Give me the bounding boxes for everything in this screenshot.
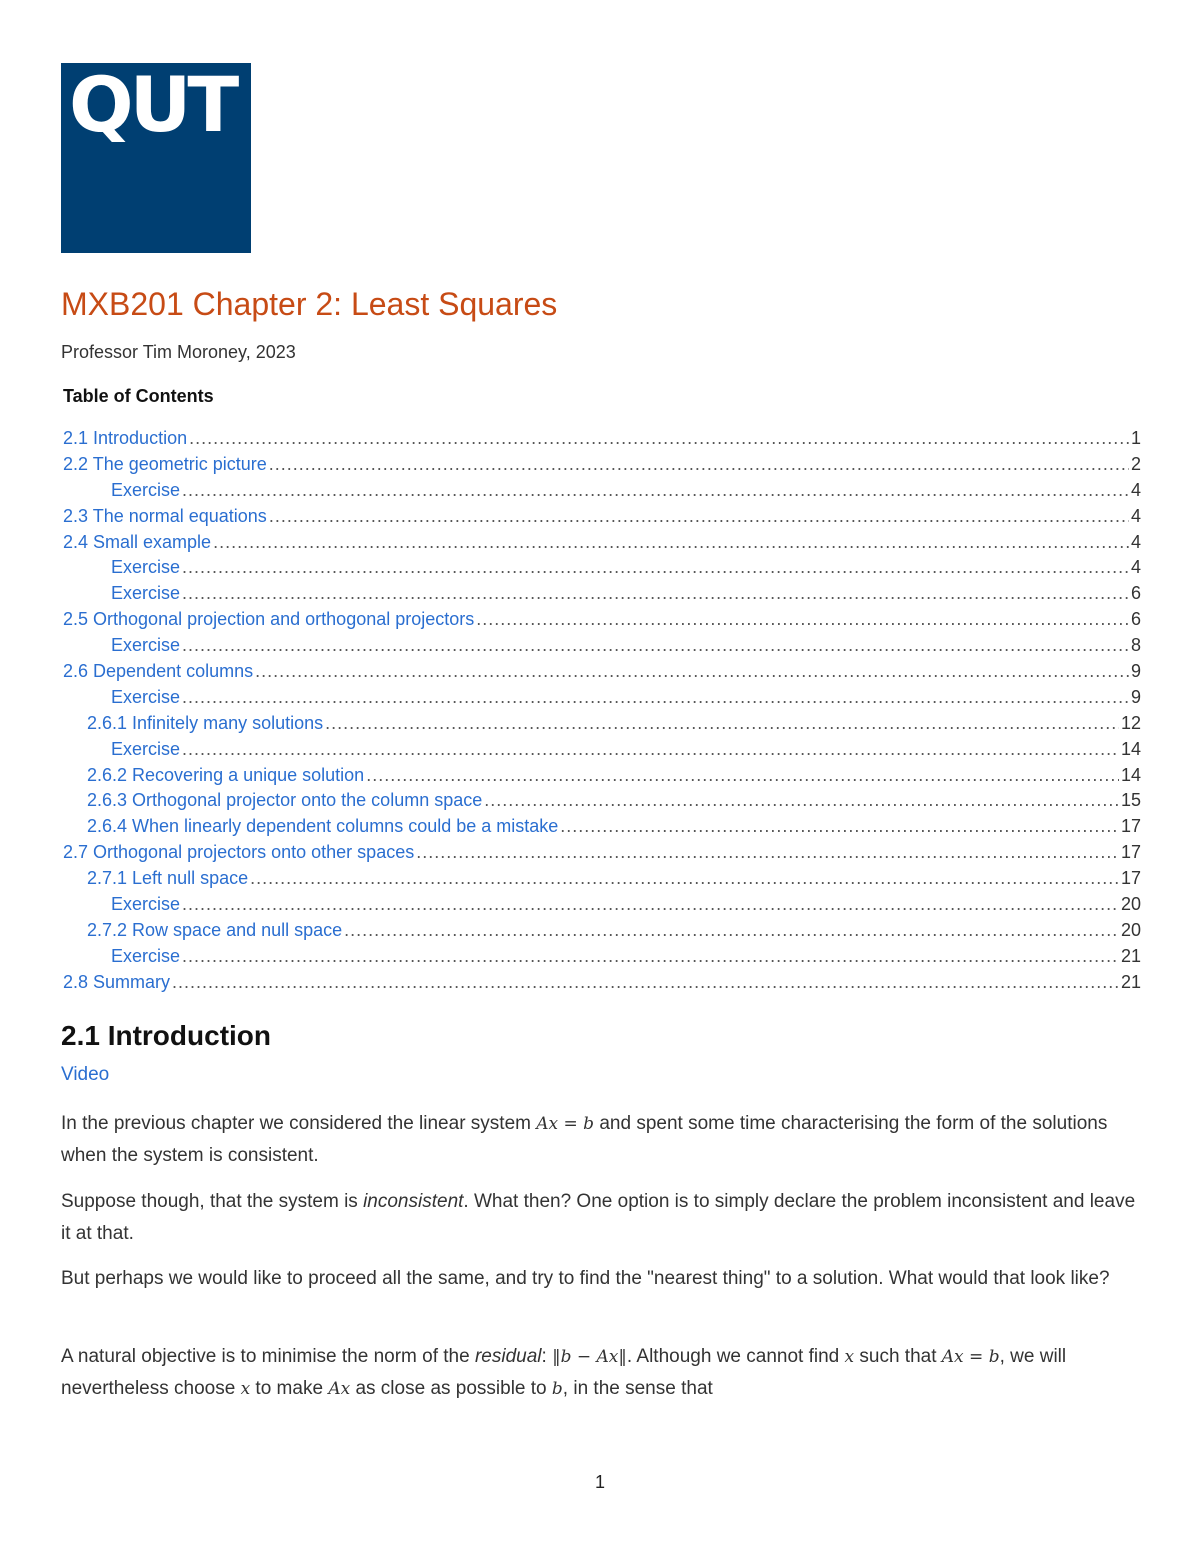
- toc-entry-link[interactable]: 2.7.2 Row space and null space: [87, 919, 343, 940]
- toc-page-number: 4: [1130, 531, 1141, 552]
- toc-entry-link[interactable]: 2.6 Dependent columns: [63, 661, 254, 682]
- toc-entry[interactable]: [63, 737, 1141, 763]
- toc-entry-link[interactable]: Exercise: [111, 479, 181, 500]
- toc-entry[interactable]: [63, 581, 1141, 607]
- toc-entry-link[interactable]: Exercise: [111, 635, 181, 656]
- toc-leader-dots: [189, 426, 1129, 452]
- toc-entry-link[interactable]: 2.6.4 When linearly dependent columns could be a mistake: [87, 816, 559, 837]
- toc-entry[interactable]: [63, 840, 1141, 866]
- toc-entry[interactable]: [63, 711, 1141, 737]
- toc-leader-dots: [416, 840, 1119, 866]
- toc-entry-link[interactable]: Exercise: [111, 945, 181, 966]
- author-line: Professor Tim Moroney, 2023: [61, 342, 296, 362]
- toc-page-number: 21: [1120, 945, 1141, 966]
- toc-page-number: 9: [1130, 686, 1141, 707]
- toc-leader-dots: [182, 478, 1129, 504]
- toc-page-number: 17: [1120, 842, 1141, 863]
- math-x: x: [844, 1347, 855, 1367]
- toc-entry[interactable]: [63, 685, 1141, 711]
- toc-entry[interactable]: [63, 814, 1141, 840]
- toc-leader-dots: [182, 685, 1129, 711]
- toc-entry-link[interactable]: 2.5 Orthogonal projection and orthogonal projectors: [63, 609, 475, 630]
- toc-leader-dots: [269, 504, 1129, 530]
- math-residual-norm: ‖b − Ax‖: [552, 1347, 627, 1367]
- emphasis-inconsistent: inconsistent: [363, 1191, 464, 1212]
- toc-entry-link[interactable]: 2.1 Introduction: [63, 428, 188, 448]
- toc-entry[interactable]: [63, 452, 1141, 478]
- toc-leader-dots: [560, 814, 1119, 840]
- math-ax-eq-b: Ax = b: [536, 1114, 595, 1134]
- toc-entry[interactable]: [63, 504, 1141, 530]
- toc-entry[interactable]: [63, 659, 1141, 685]
- toc-entry-link[interactable]: 2.8 Summary: [63, 971, 171, 992]
- toc-page-number: 12: [1120, 712, 1141, 733]
- table-of-contents: [63, 426, 1141, 996]
- page-number: 1: [594, 1472, 605, 1492]
- toc-leader-dots: [255, 659, 1129, 685]
- toc-page-number: 8: [1130, 635, 1141, 656]
- toc-entry[interactable]: [63, 918, 1141, 944]
- math-b: b: [551, 1379, 563, 1399]
- toc-entry-link[interactable]: 2.3 The normal equations: [63, 505, 267, 526]
- toc-leader-dots: [182, 737, 1119, 763]
- toc-entry[interactable]: [63, 530, 1141, 556]
- toc-entry-link[interactable]: Exercise: [111, 557, 181, 578]
- toc-entry-link[interactable]: 2.6.3 Orthogonal projector onto the column space: [87, 790, 483, 811]
- paragraph-3: But perhaps we would like to proceed all the same, and try to find the "nearest thing" to a solution. What would that look like?: [61, 1268, 1110, 1289]
- toc-leader-dots: [182, 944, 1119, 970]
- toc-leader-dots: [269, 452, 1129, 478]
- toc-entry-link[interactable]: 2.6.1 Infinitely many solutions: [87, 712, 324, 733]
- math-ax: Ax: [328, 1379, 351, 1399]
- paragraph-1: In the previous chapter we considered the linear system Ax = b and spent some time characterising the form of the solutions when the system is consistent.: [61, 1113, 1108, 1166]
- toc-page-number: 6: [1130, 609, 1141, 630]
- toc-entry-link[interactable]: Exercise: [111, 583, 181, 604]
- toc-page-number: 15: [1120, 790, 1141, 811]
- toc-entry-link[interactable]: 2.7 Orthogonal projectors onto other spaces: [63, 842, 415, 863]
- toc-page-number: 17: [1120, 868, 1141, 889]
- toc-entry[interactable]: [63, 633, 1141, 659]
- toc-page-number: 4: [1130, 557, 1141, 578]
- toc-entry[interactable]: [63, 866, 1141, 892]
- toc-page-number: 9: [1130, 661, 1141, 682]
- toc-page-number: 20: [1120, 919, 1141, 940]
- toc-page-number: 4: [1130, 505, 1141, 526]
- toc-entry-link[interactable]: Exercise: [111, 894, 181, 915]
- toc-entry[interactable]: [63, 555, 1141, 581]
- emphasis-residual: residual: [474, 1346, 542, 1367]
- toc-page-number: 17: [1120, 816, 1141, 837]
- toc-entry[interactable]: [63, 426, 1141, 452]
- toc-leader-dots: [182, 633, 1129, 659]
- toc-entry-link[interactable]: Exercise: [111, 738, 181, 759]
- toc-entry-link[interactable]: 2.6.2 Recovering a unique solution: [87, 764, 365, 785]
- paragraph-2: Suppose though, that the system is inconsistent. What then? One option is to simply declare the problem inconsistent and leave it at that.: [61, 1191, 1136, 1244]
- document-title: MXB201 Chapter 2: Least Squares: [61, 286, 558, 322]
- toc-entry[interactable]: [63, 763, 1141, 789]
- toc-entry-link[interactable]: 2.7.1 Left null space: [87, 868, 249, 889]
- toc-leader-dots: [182, 892, 1119, 918]
- toc-entry[interactable]: [63, 478, 1141, 504]
- toc-leader-dots: [182, 581, 1129, 607]
- toc-page-number: 4: [1130, 479, 1141, 500]
- toc-leader-dots: [366, 763, 1119, 789]
- qut-logo: [61, 60, 251, 253]
- toc-page-number: 21: [1120, 971, 1141, 992]
- toc-page-number: 14: [1120, 738, 1141, 759]
- toc-page-number: 14: [1120, 764, 1141, 785]
- toc-leader-dots: [476, 607, 1129, 633]
- toc-entry[interactable]: [63, 970, 1141, 996]
- toc-page-number: 20: [1120, 894, 1141, 915]
- toc-leader-dots: [484, 788, 1119, 814]
- toc-leader-dots: [213, 530, 1129, 556]
- toc-leader-dots: [172, 970, 1119, 996]
- video-link[interactable]: Video: [61, 1064, 110, 1085]
- toc-page-number: 1: [1130, 428, 1141, 448]
- toc-leader-dots: [250, 866, 1119, 892]
- toc-entry-link[interactable]: Exercise: [111, 686, 181, 707]
- toc-entry[interactable]: [63, 944, 1141, 970]
- qut-logo-text: QUT: [69, 60, 236, 149]
- toc-entry[interactable]: [63, 607, 1141, 633]
- math-x: x: [240, 1379, 251, 1399]
- toc-heading: Table of Contents: [63, 386, 214, 406]
- toc-page-number: 2: [1130, 453, 1141, 474]
- toc-page-number: 6: [1130, 583, 1141, 604]
- toc-entry-link[interactable]: 2.2 The geometric picture: [63, 453, 267, 474]
- toc-entry-link[interactable]: 2.4 Small example: [63, 531, 212, 552]
- toc-entry[interactable]: [63, 892, 1141, 918]
- toc-entry[interactable]: [63, 788, 1141, 814]
- math-ax-eq-b: Ax = b: [941, 1347, 1000, 1367]
- section-heading: 2.1 Introduction: [61, 1020, 271, 1051]
- toc-leader-dots: [182, 555, 1129, 581]
- toc-leader-dots: [344, 918, 1119, 944]
- paragraph-4: A natural objective is to minimise the norm of the residual: ‖b − Ax‖. Although we cannot find x such that Ax = b, we will nevertheless choose x to make Ax as close as possible to b, in the sense that: [61, 1346, 1067, 1399]
- toc-leader-dots: [325, 711, 1119, 737]
